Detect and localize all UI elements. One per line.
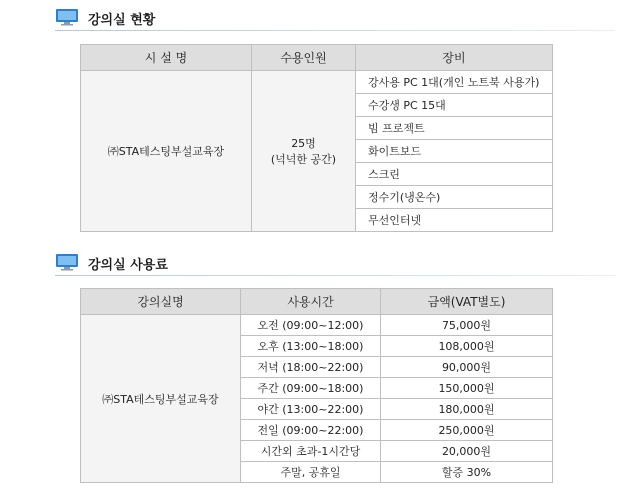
section-title-text: 강의실 현황 [88, 13, 156, 28]
capacity-cell [252, 71, 356, 232]
price-cell: 108,000원 [381, 336, 553, 357]
column-header-price: 금액(VAT별도) [381, 289, 553, 315]
price-cell: 150,000원 [381, 378, 553, 399]
table-row [81, 315, 553, 336]
room-name-cell: ㈜STA테스팅부설교육장 [81, 315, 241, 483]
equipment-item: 화이트보드 [356, 140, 553, 163]
section-title-fees [55, 251, 615, 277]
column-header-room: 강의실명 [81, 289, 241, 315]
time-cell: 주간 (09:00~18:00) [241, 378, 381, 399]
column-header-capacity: 수용인원 [252, 45, 356, 71]
table-header-row [81, 45, 553, 71]
price-cell: 180,000원 [381, 399, 553, 420]
time-cell: 오후 (13:00~18:00) [241, 336, 381, 357]
section-title-facilities [55, 6, 615, 32]
equipment-item: 수강생 PC 15대 [356, 94, 553, 117]
capacity-note: (넉넉한 공간) [270, 153, 337, 166]
fees-table [80, 288, 553, 483]
price-cell: 250,000원 [381, 420, 553, 441]
room-name-cell: ㈜STA테스팅부설교육장 [81, 71, 252, 232]
time-cell: 오전 (09:00~12:00) [241, 315, 381, 336]
equipment-item: 무선인터넷 [356, 209, 553, 232]
price-cell: 20,000원 [381, 441, 553, 462]
capacity-count: 25명 [291, 137, 316, 150]
column-header-name: 시 설 명 [81, 45, 252, 71]
time-cell: 시간외 초과-1시간당 [241, 441, 381, 462]
price-cell: 90,000원 [381, 357, 553, 378]
section-title-text: 강의실 사용료 [88, 258, 168, 273]
equipment-item: 스크린 [356, 163, 553, 186]
table-row [81, 71, 553, 94]
equipment-item: 빔 프로젝트 [356, 117, 553, 140]
table-header-row [81, 289, 553, 315]
column-header-equipment: 장비 [356, 45, 553, 71]
time-cell: 야간 (13:00~22:00) [241, 399, 381, 420]
section-divider [55, 275, 615, 276]
price-cell: 75,000원 [381, 315, 553, 336]
time-cell: 저녁 (18:00~22:00) [241, 357, 381, 378]
equipment-item: 강사용 PC 1대(개인 노트북 사용가) [356, 71, 553, 94]
equipment-item: 정수기(냉온수) [356, 186, 553, 209]
monitor-icon [55, 253, 79, 271]
time-cell: 전일 (09:00~22:00) [241, 420, 381, 441]
price-cell: 할증 30% [381, 462, 553, 483]
section-divider [55, 30, 615, 31]
column-header-time: 사용시간 [241, 289, 381, 315]
time-cell: 주말, 공휴일 [241, 462, 381, 483]
facilities-table [80, 44, 553, 232]
monitor-icon [55, 8, 79, 26]
